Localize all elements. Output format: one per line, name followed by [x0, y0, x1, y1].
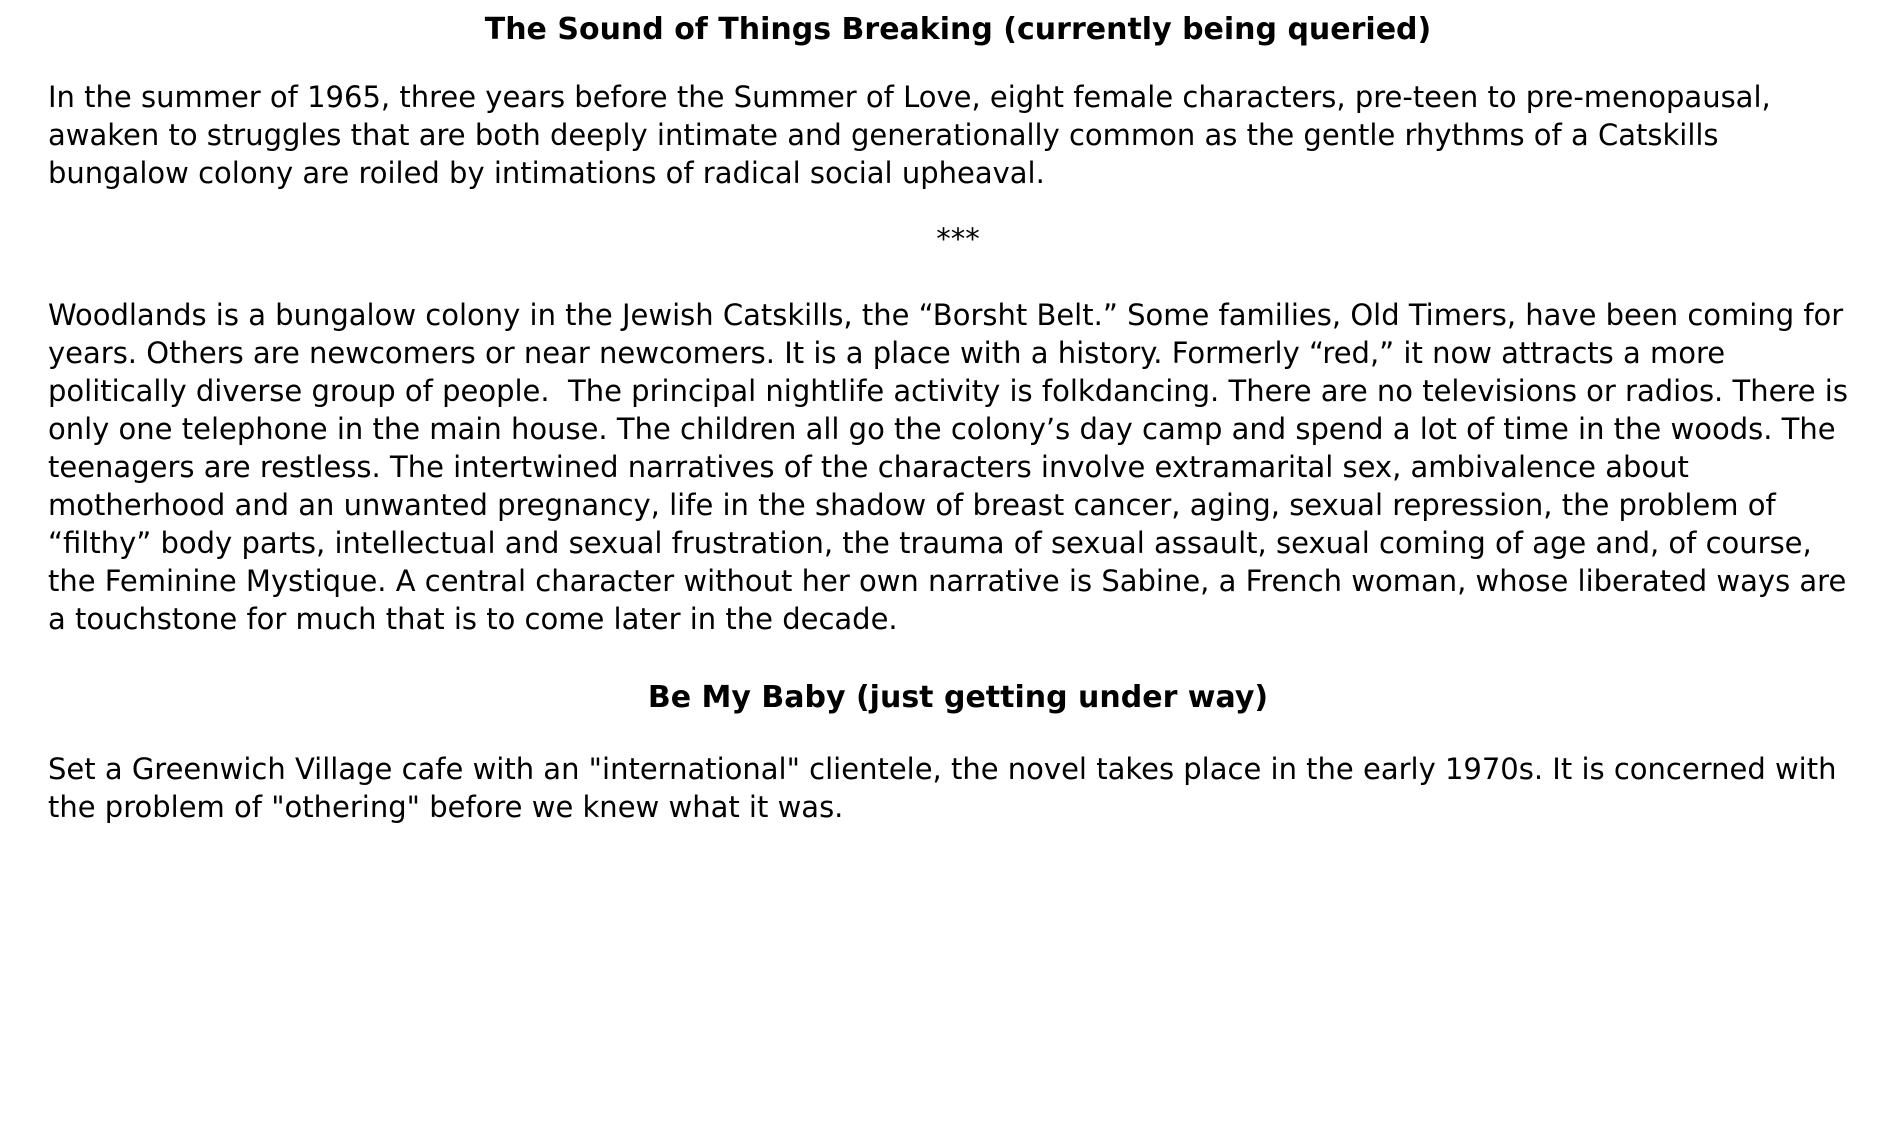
section-body-paragraph: Woodlands is a bungalow colony in the Jewish Catskills, the “Borsht Belt.” Some families, Old Timers, have been coming for years. Others are newcomers or near newcomers. It is a place with a history. Formerly “red,” it now attracts a more politically diverse group of people. The principal nightlife activity is folkdancing. There are no televisions or radios. There is only one telephone in the main house. The children all go the colony’s day camp and spend a lot of time in the woods. The teenagers are restless. The intertwined narratives of the characters involve extramarital sex, ambivalence about motherhood and an unwanted pregnancy, life in the shadow of breast cancer, aging, sexual repression, the problem of “filthy” body parts, intellectual and sexual frustration, the trauma of sexual assault, sexual coming of age and, of course, the Feminine Mystique. A central character without her own narrative is Sabine, a French woman, whose liberated ways are a touchstone for much that is to come later in the decade. [48, 298, 1858, 636]
section-title-sound-of-things-breaking: The Sound of Things Breaking (currently being queried) [484, 12, 1432, 47]
section-title-be-my-baby: Be My Baby (just getting under way) [647, 680, 1269, 715]
section-separator: *** [936, 222, 980, 256]
section-intro-paragraph: In the summer of 1965, three years before the Summer of Love, eight female characters, pre-teen to pre-menopausal, awaken to struggles that are both deeply intimate and generationally common as the gentle rhythms of a Catskills bungalow colony are roiled by intimations of radical social upheaval. [48, 80, 1780, 190]
document-page [48, 0, 1868, 826]
section-body-paragraph-be-my-baby: Set a Greenwich Village cafe with an "international" clientele, the novel takes place in the early 1970s. It is concerned with the problem of "othering" before we knew what it was. [48, 752, 1846, 824]
